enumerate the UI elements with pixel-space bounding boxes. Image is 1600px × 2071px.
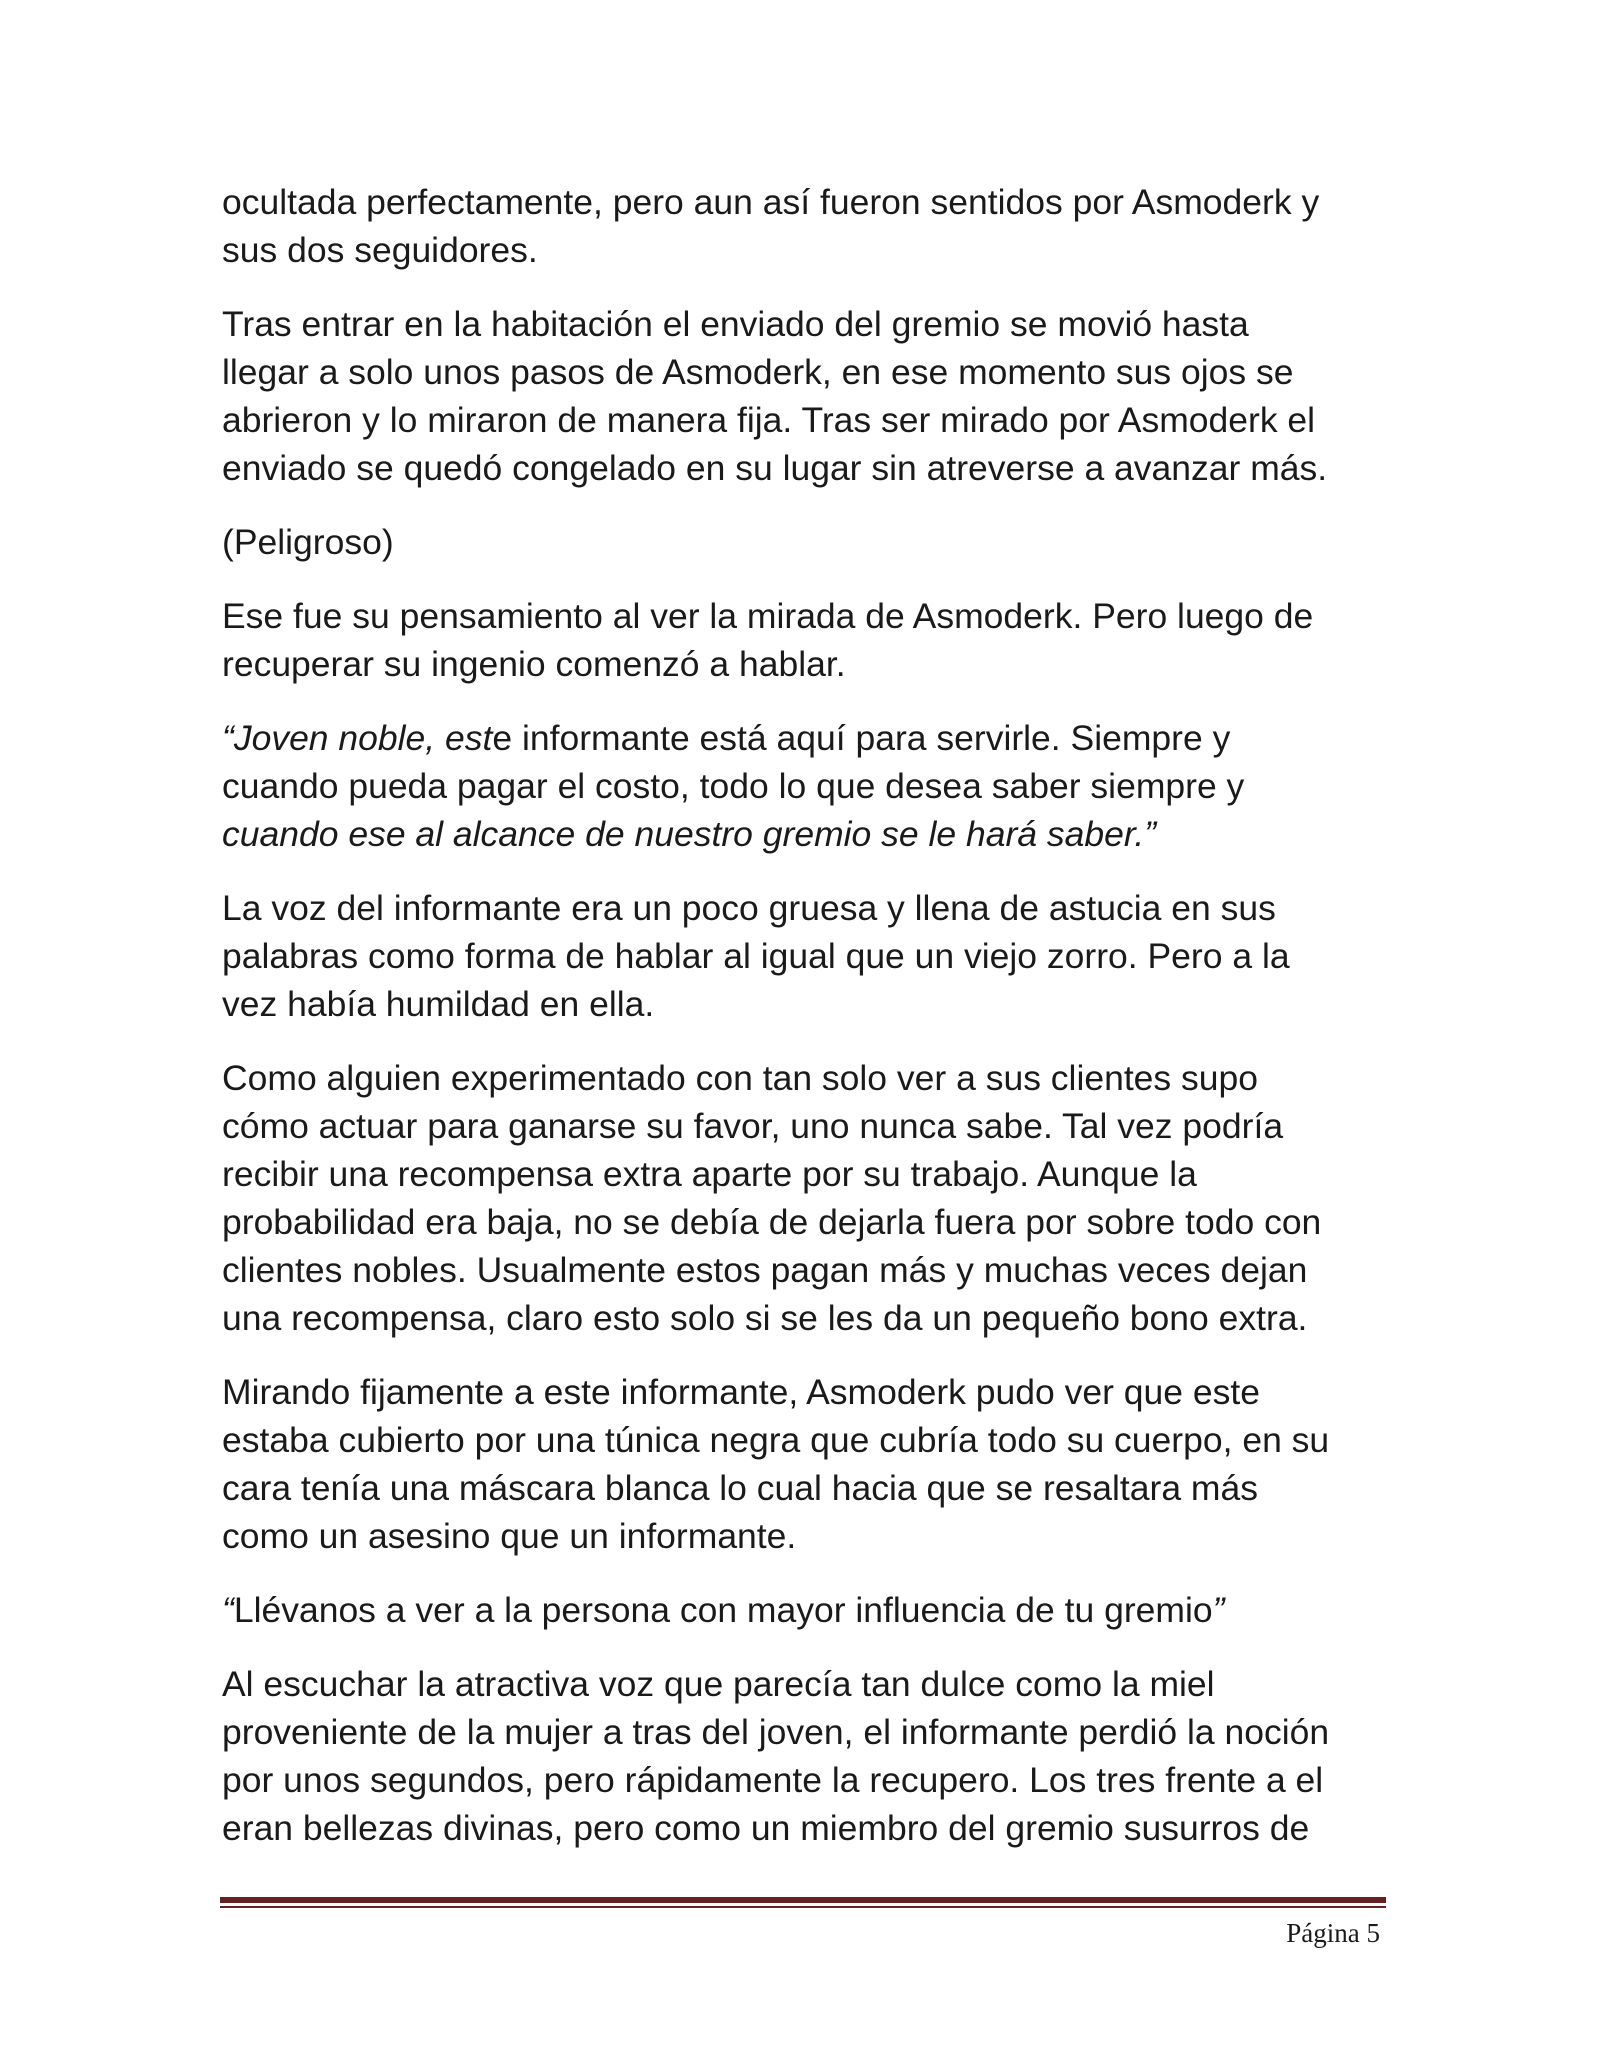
text-segment: por unos segundos, pero rápidamente la recupero. Los tres frente a el xyxy=(222,1760,1324,1800)
text-segment: cara tenía una máscara blanca lo cual hacia que se resaltara más xyxy=(222,1468,1259,1508)
text-line xyxy=(222,178,1392,226)
text-line xyxy=(222,810,1392,858)
paragraph xyxy=(222,1368,1392,1560)
paragraph xyxy=(222,1054,1392,1342)
text-segment: (Peligroso) xyxy=(222,522,394,562)
text-line xyxy=(222,714,1392,762)
text-line xyxy=(222,1660,1392,1708)
paragraph xyxy=(222,1660,1392,1852)
italic-text-segment: “Joven noble, est xyxy=(222,718,493,758)
text-line xyxy=(222,300,1392,348)
text-line xyxy=(222,980,1392,1028)
footer-rule xyxy=(220,1897,1386,1909)
text-segment: abrieron y lo miraron de manera fija. Tras ser mirado por Asmoderk el xyxy=(222,400,1316,440)
text-line xyxy=(222,1102,1392,1150)
text-line xyxy=(222,1368,1392,1416)
text-segment: como un asesino que un informante. xyxy=(222,1516,797,1556)
footer-rule-thin-line xyxy=(220,1906,1386,1908)
text-line xyxy=(222,884,1392,932)
paragraph xyxy=(222,1586,1392,1634)
italic-text-segment: cuando ese al alcance de nuestro gremio se le hará saber.” xyxy=(222,814,1157,854)
text-segment: recibir una recompensa extra aparte por su trabajo. Aunque la xyxy=(222,1154,1197,1194)
text-line xyxy=(222,518,1392,566)
text-segment: ocultada perfectamente, pero aun así fueron sentidos por Asmoderk y xyxy=(222,182,1320,222)
footer-rule-thick-line xyxy=(220,1897,1386,1903)
text-segment: sus dos seguidores. xyxy=(222,230,538,270)
text-line xyxy=(222,1294,1392,1342)
text-segment: Como alguien experimentado con tan solo ver a sus clientes supo xyxy=(222,1058,1259,1098)
text-segment: e informante está aquí para servirle. Siempre y xyxy=(492,718,1231,758)
text-segment: llegar a solo unos pasos de Asmoderk, en ese momento sus ojos se xyxy=(222,352,1294,392)
text-segment: proveniente de la mujer a tras del joven, el informante perdió la noción xyxy=(222,1712,1330,1752)
text-segment: Tras entrar en la habitación el enviado del gremio se movió hasta xyxy=(222,304,1249,344)
paragraph xyxy=(222,592,1392,688)
paragraph xyxy=(222,884,1392,1028)
text-line xyxy=(222,1150,1392,1198)
text-line xyxy=(222,1464,1392,1512)
text-segment: Llévanos a ver a la persona con mayor influencia de tu gremio xyxy=(233,1590,1213,1630)
paragraph xyxy=(222,714,1392,858)
text-line xyxy=(222,1756,1392,1804)
text-line xyxy=(222,226,1392,274)
text-segment: clientes nobles. Usualmente estos pagan más y muchas veces dejan xyxy=(222,1250,1308,1290)
text-line xyxy=(222,1416,1392,1464)
italic-text-segment: ” xyxy=(1212,1590,1225,1630)
page-number: Página 5 xyxy=(1286,1918,1380,1948)
text-segment: Al escuchar la atractiva voz que parecía tan dulce como la miel xyxy=(222,1664,1215,1704)
text-line xyxy=(222,444,1392,492)
text-line xyxy=(222,1198,1392,1246)
text-segment: probabilidad era baja, no se debía de dejarla fuera por sobre todo con xyxy=(222,1202,1322,1242)
paragraph xyxy=(222,518,1392,566)
text-line xyxy=(222,640,1392,688)
text-line xyxy=(222,1246,1392,1294)
text-segment: palabras como forma de hablar al igual que un viejo zorro. Pero a la xyxy=(222,936,1290,976)
paragraph xyxy=(222,178,1392,274)
text-line xyxy=(222,396,1392,444)
body-text xyxy=(222,178,1392,1878)
text-segment: Mirando fijamente a este informante, Asmoderk pudo ver que este xyxy=(222,1372,1260,1412)
paragraph xyxy=(222,300,1392,492)
text-segment: cómo actuar para ganarse su favor, uno nunca sabe. Tal vez podría xyxy=(222,1106,1284,1146)
text-segment: vez había humildad en ella. xyxy=(222,984,655,1024)
text-line xyxy=(222,1708,1392,1756)
text-segment: una recompensa, claro esto solo si se les da un pequeño bono extra. xyxy=(222,1298,1308,1338)
text-segment: enviado se quedó congelado en su lugar sin atreverse a avanzar más. xyxy=(222,448,1328,488)
text-segment: cuando pueda pagar el costo, todo lo que desea saber siempre y xyxy=(222,766,1245,806)
text-segment: La voz del informante era un poco gruesa y llena de astucia en sus xyxy=(222,888,1276,928)
text-line xyxy=(222,1512,1392,1560)
text-segment: eran bellezas divinas, pero como un miembro del gremio susurros de xyxy=(222,1808,1310,1848)
text-line xyxy=(222,1804,1392,1852)
text-line xyxy=(222,592,1392,640)
italic-text-segment: “ xyxy=(222,1590,234,1630)
text-line xyxy=(222,1586,1392,1634)
text-segment: estaba cubierto por una túnica negra que cubría todo su cuerpo, en su xyxy=(222,1420,1330,1460)
text-line xyxy=(222,348,1392,396)
text-segment: recuperar su ingenio comenzó a hablar. xyxy=(222,644,846,684)
text-line xyxy=(222,762,1392,810)
text-segment: Ese fue su pensamiento al ver la mirada de Asmoderk. Pero luego de xyxy=(222,596,1314,636)
text-line xyxy=(222,1054,1392,1102)
text-line xyxy=(222,932,1392,980)
